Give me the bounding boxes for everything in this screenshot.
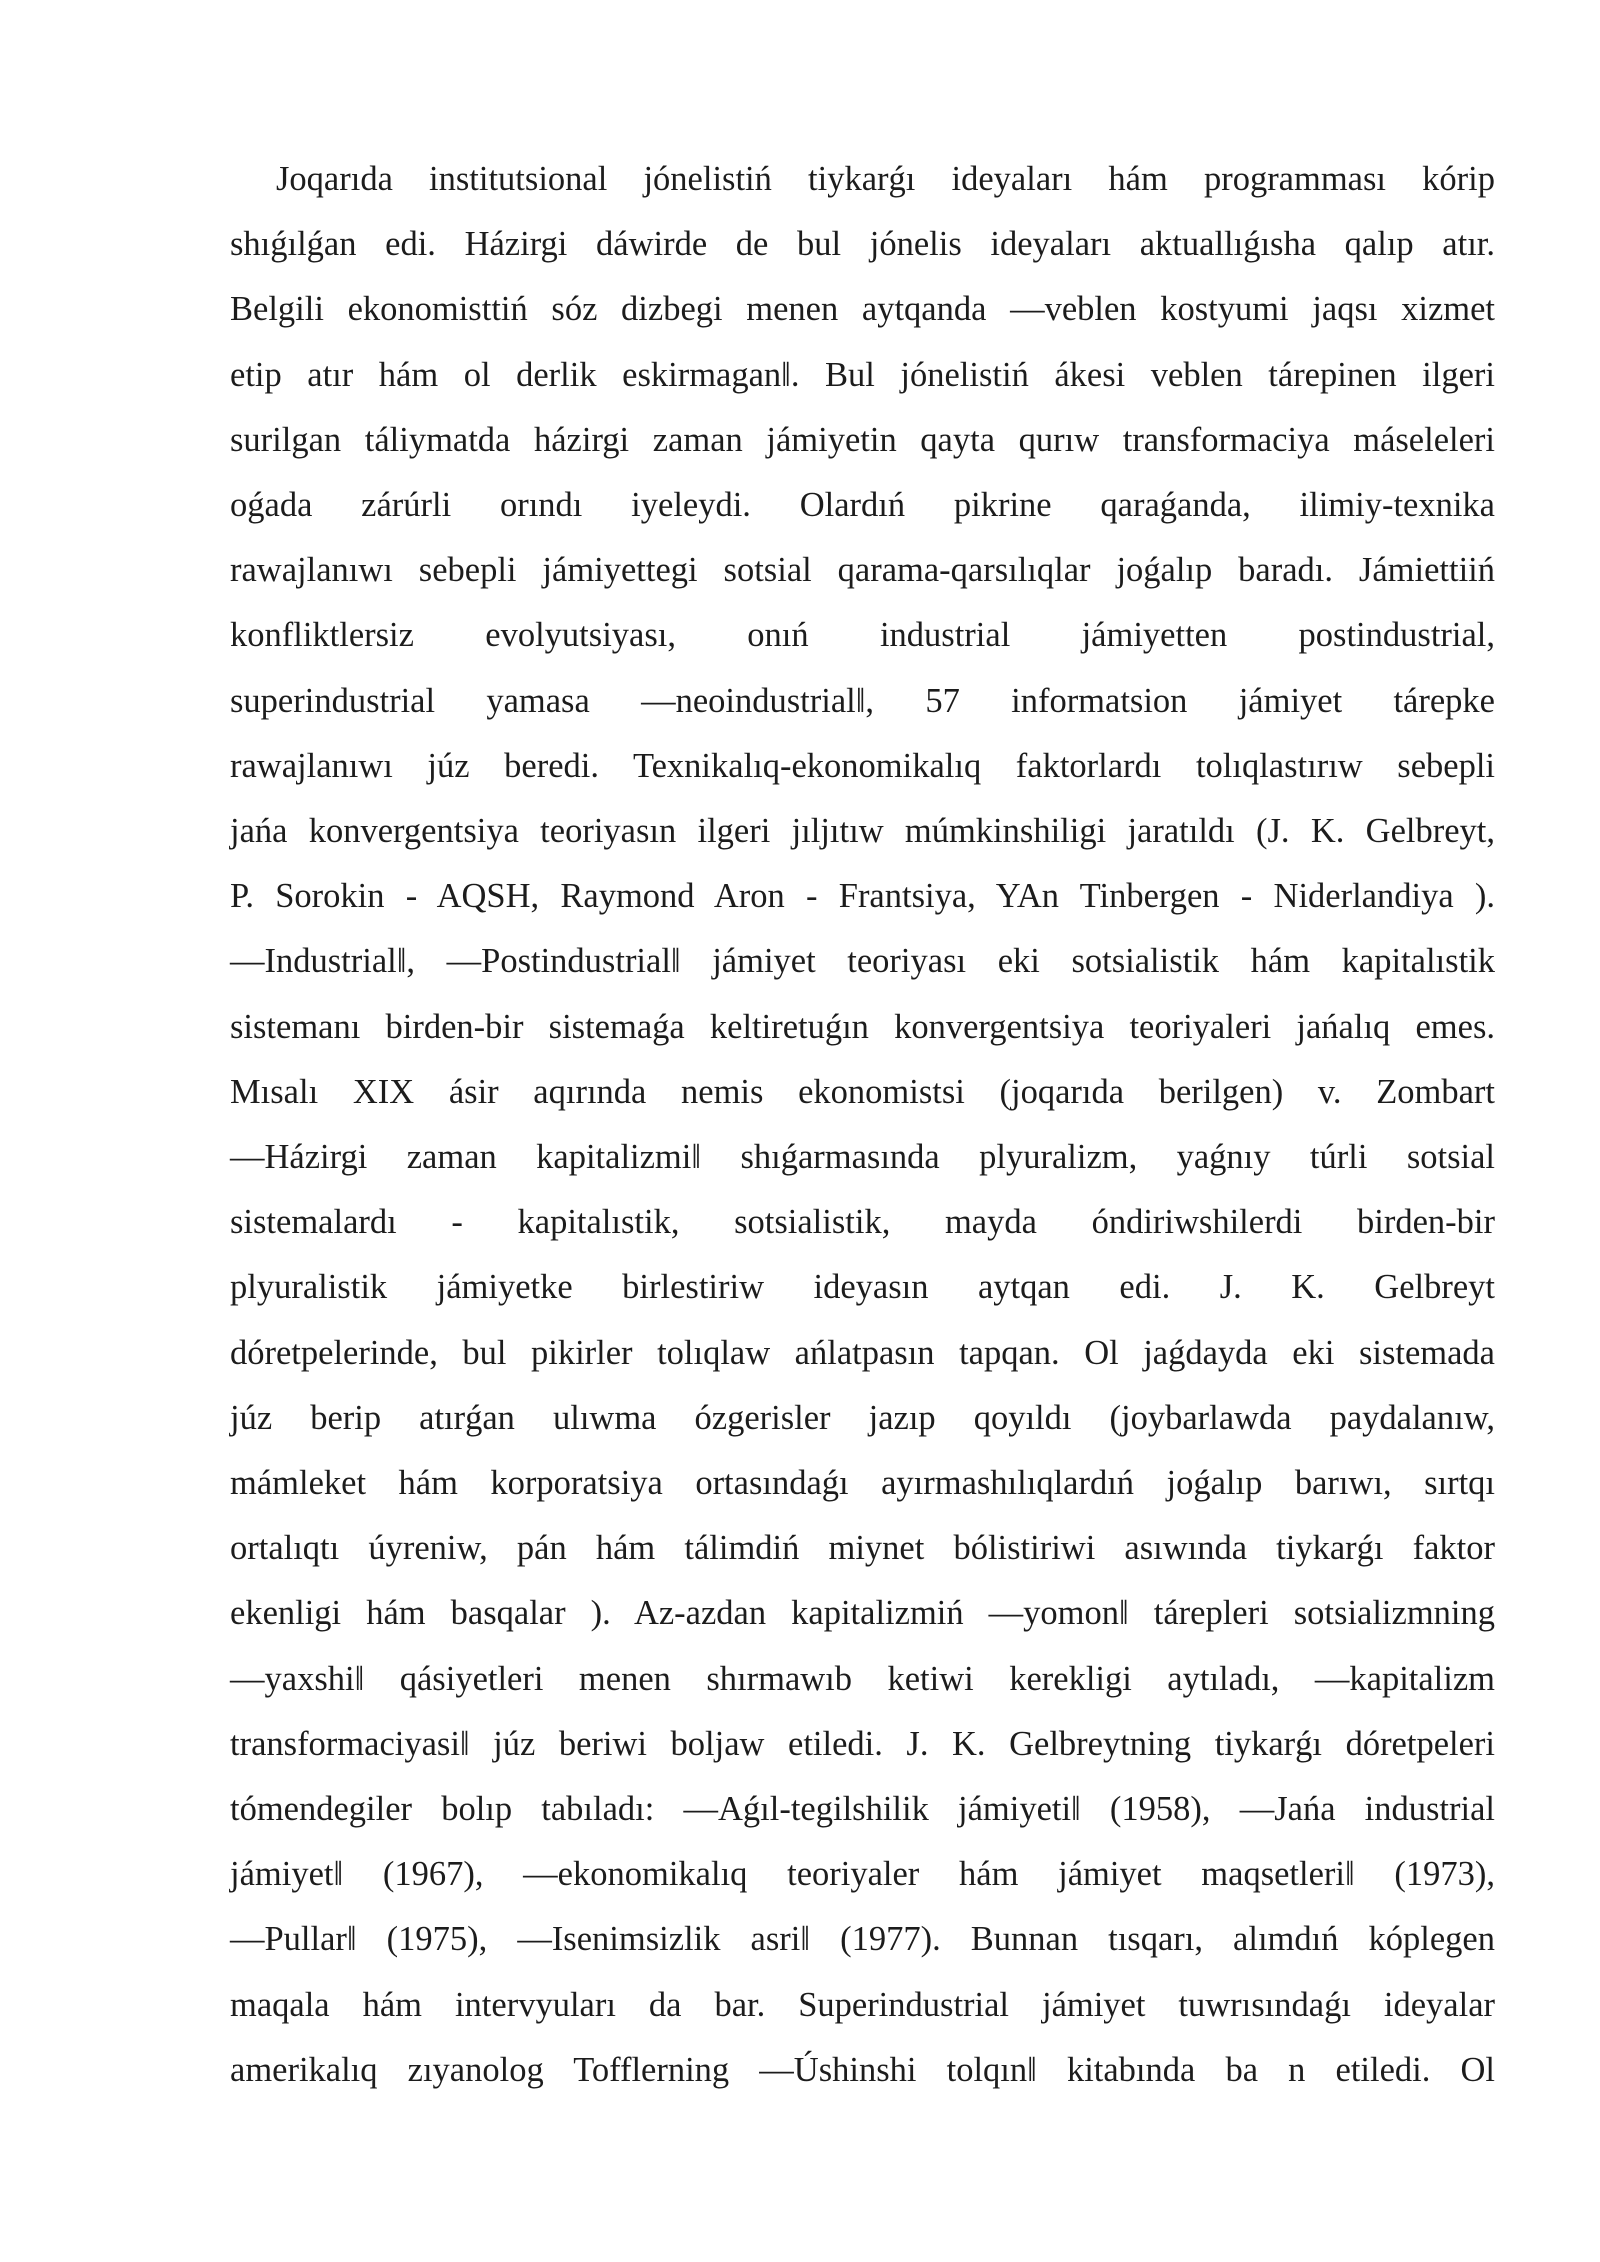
body-paragraph: Joqarıda institutsional jónelistiń tiykarǵı ideyaları hám programması kórip shıǵılǵan edi. Házirgi dáwirde de bul jónelis ideyaları aktuallıǵısha qalıp atır. Belgili ekonomisttiń sóz dizbegi menen aytqanda ―veblen kostyumi jaqsı xizmet etip atır hám ol derlik eskirmagan‖. Bul jónelistiń ákesi veblen tárepinen ilgeri surilgan táliymatda házirgi zaman jámiyetin qayta qurıw transformaciya máseleleri oǵada zárúrli orındı iyeleydi. Olardıń pikrine qaraǵanda, ilimiy-texnika rawajlanıwı sebepli jámiyettegi sotsial qarama-qarsılıqlar joǵalıp baradı. Jámiettiiń konfliktlersiz evolyutsiyası, onıń industrial jámiyetten postindustrial, superindustrial yamasa ―neoindustrial‖, 57 informatsion jámiyet tárepke rawajlanıwı júz beredi. Texnikalıq-ekonomikalıq faktorlardı tolıqlastırıw sebepli jańa konvergentsiya teoriyasın ilgeri jıljıtıw múmkinshiligi jaratıldı (J. K. Gelbreyt, P. Sorokin - AQSH, Raymond Aron - Frantsiya, YAn Tinbergen - Niderlandiya ). ―Industrial‖, ―Postindustrial‖ jámiyet teoriyası eki sotsialistik hám kapitalıstik sistemanı birden-bir sistemaǵa keltiretuǵın konvergentsiya teoriyaleri jańalıq emes. Mısalı XIX ásir aqırında nemis ekonomistsi (joqarıda berilgen) v. Zombart ―Házirgi zaman kapitalizmi‖ shıǵarmasında plyuralizm, yaǵnıy túrli sotsial sistemalardı - kapitalıstik, sotsialistik, mayda óndiriwshilerdi birden-bir plyuralistik jámiyetke birlestiriw ideyasın aytqan edi. J. K. Gelbreyt dóretpelerinde, bul pikirler tolıqlaw ańlatpasın tapqan. Ol jaǵdayda eki sistemada júz berip atırǵan ulıwma ózgerisler jazıp qoyıldı (joybarlawda paydalanıw, mámleket hám korporatsiya ortasındaǵı ayırmashılıqlardıń joǵalıp barıwı, sırtqı ortalıqtı úyreniw, pán hám tálimdiń miynet bólistiriwi asıwında tiykarǵı faktor ekenligi hám basqalar ). Az-azdan kapitalizmiń ―yomon‖ tárepleri sotsializmning ―yaxshi‖ qásiyetleri menen shırmawıb ketiwi kerekligi aytıladı, ―kapitalizm transformaciyasi‖ júz beriwi boljaw etiledi. J. K. Gelbreytning tiykarǵı dóretpeleri tómendegiler bolıp tabıladı: ―Aǵıl-tegilshilik jámiyeti‖ (1958), ―Jańa industrial jámiyet‖ (1967), ―ekonomikalıq teoriyaler hám jámiyet maqsetleri‖ (1973), ―Pullar‖ (1975), ―Isenimsizlik asri‖ (1977). Bunnan tısqarı, alımdıń kóplegen maqala hám intervyuları da bar. Superindustrial jámiyet tuwrısındaǵı ideyalar amerikalıq zıyanolog Tofflerning ―Úshinshi tolqın‖ kitabında ba n etiledi. Ol [230, 160, 1495, 2089]
